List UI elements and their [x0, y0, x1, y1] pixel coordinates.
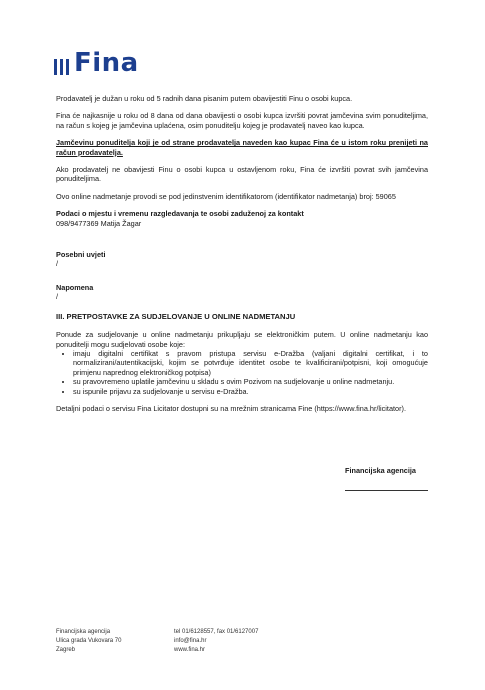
contact-label: Podaci o mjestu i vremenu razgledavanja te osobi zaduženoj za kontakt: [56, 209, 304, 219]
paragraph-notify: Prodavatelj je dužan u roku od 5 radnih dana pisanim putem obavijestiti Finu o osobi kupca.: [56, 94, 353, 103]
footer-line: Zagreb: [56, 646, 76, 653]
footer-line: www.fina.hr: [174, 646, 206, 653]
paragraph-no-notice: Ako prodavatelj ne obavijesti Finu o osobi kupca u ostavljenom roku, Fina će izvršiti povrat svih jamčevina ponuditeljima.: [56, 165, 428, 184]
list-item: • su pravovremeno uplatile jamčevinu u skladu s ovim Pozivom na sudjelovanje u online nadmetanju.: [73, 377, 428, 386]
paragraph-identifier: Ovo online nadmetanje provodi se pod jedinstvenim identifikatorom (identifikator nadmetanja) broj: 59065: [56, 191, 396, 201]
footer-address: [56, 628, 121, 654]
requirements-list: [56, 349, 428, 396]
logo-text: Fina: [74, 48, 139, 78]
paragraph-transfer: Jamčevinu ponuditelja koji je od strane prodavatelja naveden kao kupac Fina će u istom roku prenijeti na račun prodavatelja.: [56, 138, 428, 157]
section-heading: III. PRETPOSTAVKE ZA SUDJELOVANJE U ONLINE NADMETANJU: [56, 311, 296, 321]
footer-line: Financijska agencija: [56, 629, 111, 635]
special-conditions-value: /: [56, 259, 59, 269]
details-paragraph: Detaljni podaci o servisu Fina Licitator dostupni su na mrežnim stranicama Fine (https://www.fina.hr/licitator).: [56, 403, 406, 413]
paragraph-refund: Fina će najkasnije u roku od 8 dana od dana obavijesti o osobi kupca izvršiti povrat jamčevina svim ponuditeljima, na račun s kojeg je jamčevina uplaćena, osim ponuditelju kojeg je prodavatelj naveo kao kupca.: [56, 111, 428, 130]
footer-line: info@fina.hr: [174, 637, 207, 644]
note-label: Napomena: [56, 282, 94, 292]
contact-value: 098/9477369 Matija Žagar: [56, 218, 142, 228]
section-intro: Ponude za sudjelovanje u online nadmetanju prikupljaju se elektroničkim putem. U online nadmetanju kao ponuditelji mogu sudjelovati osobe koje:: [56, 330, 428, 349]
footer-line: Ulica grada Vukovara 70: [56, 637, 122, 644]
footer-contact: [174, 628, 258, 654]
fina-logo: [54, 47, 139, 78]
special-conditions-label: Posebni uvjeti: [56, 250, 106, 260]
signature-agency: Financijska agencija: [345, 466, 416, 475]
footer-line: tel 01/6128557, fax 01/6127007: [174, 629, 259, 635]
list-item: • imaju digitalni certifikat s pravom pristupa servisu e-Dražba (valjani digitalni certifikat, i to normalizirani/autentikacijski, kojim se potvrđuje identitet osobe te kvalificirani/potpisni, koji omogućuje primjenu naprednog elektroničkog potpisa): [73, 349, 428, 377]
signature-line: [345, 490, 428, 491]
list-item: • su ispunile prijavu za sudjelovanje u servisu e-Dražba.: [73, 387, 428, 396]
logo-bars-icon: [54, 59, 69, 75]
document-body: [56, 94, 428, 421]
note-value: /: [56, 292, 59, 302]
